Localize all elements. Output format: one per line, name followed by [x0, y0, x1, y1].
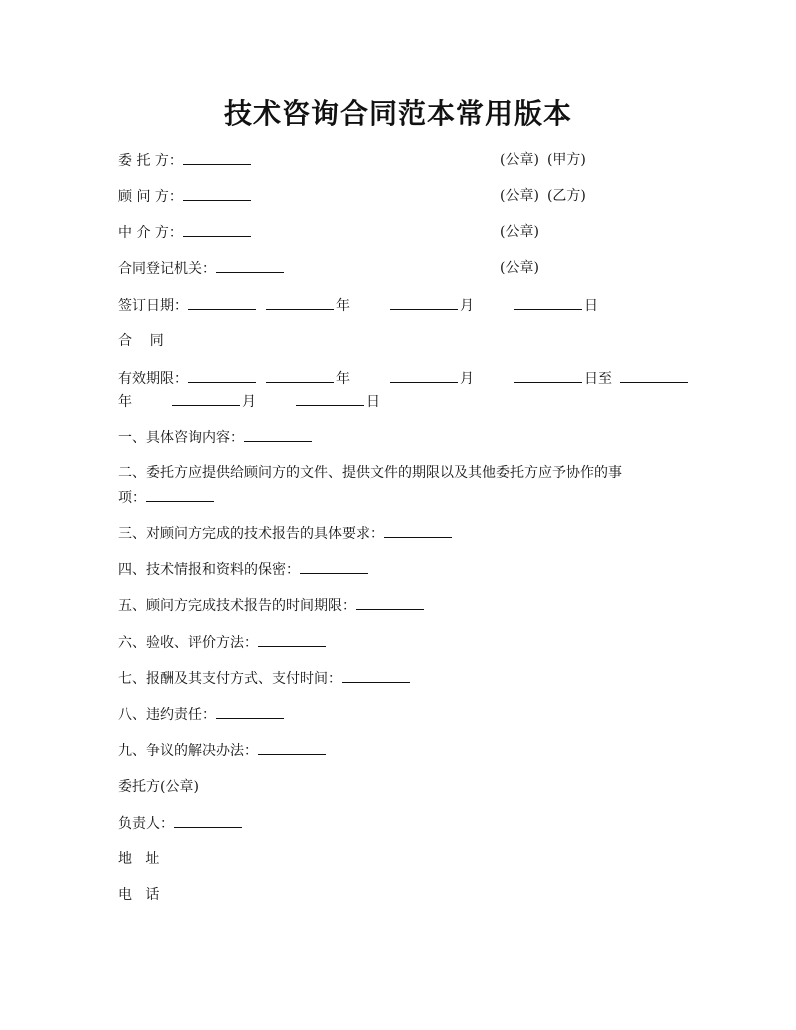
- clause-4: [118, 559, 370, 579]
- clause-6-blank[interactable]: [258, 632, 326, 647]
- validity-line-2: [118, 391, 380, 411]
- clause-1-blank[interactable]: [244, 427, 312, 442]
- sign-date-year-blank[interactable]: [266, 295, 334, 310]
- clause-9-blank[interactable]: [258, 740, 326, 755]
- clause-7-blank[interactable]: [342, 668, 410, 683]
- clause-2-text: 二、委托方应提供给顾问方的文件、提供文件的期限以及其他委托方应予协作的事: [118, 465, 622, 481]
- validity-day2: 日: [366, 394, 380, 410]
- consultant-line: [118, 186, 253, 206]
- validity-year2: 年: [118, 394, 132, 410]
- client-seal-signature: 委托方(公章): [118, 779, 199, 795]
- responsible-blank[interactable]: [174, 813, 242, 828]
- sign-date-month: 月: [460, 298, 474, 314]
- client-label: 委 托 方：: [118, 153, 183, 169]
- validity-year: 年: [336, 371, 350, 387]
- intermediary-label: 中 介 方：: [118, 225, 183, 241]
- clause-2-text-cont: 项：: [118, 490, 146, 506]
- contract-word: 合 同: [118, 333, 164, 349]
- sign-date-year: 年: [336, 298, 350, 314]
- clause-2-blank[interactable]: [146, 487, 214, 502]
- validity-blank-1[interactable]: [188, 368, 256, 383]
- phone-label: 电 话: [118, 887, 160, 903]
- clause-3-blank[interactable]: [384, 523, 452, 538]
- clause-2-line-1: [118, 463, 622, 483]
- validity-line-1: [118, 368, 690, 388]
- intermediary-blank[interactable]: [183, 222, 251, 237]
- consultant-seal: (公章): [500, 188, 539, 204]
- validity-end-blank[interactable]: [620, 368, 688, 383]
- validity-month: 月: [460, 371, 474, 387]
- registry-seal: (公章): [500, 260, 539, 276]
- consultant-blank[interactable]: [183, 186, 251, 201]
- validity-day-to: 日至: [584, 371, 612, 387]
- clause-4-text: 四、技术情报和资料的保密：: [118, 562, 300, 578]
- clause-7-text: 七、报酬及其支付方式、支付时间：: [118, 671, 342, 687]
- clause-8: [118, 704, 286, 724]
- clause-5: [118, 595, 426, 615]
- address-label: 地 址: [118, 851, 160, 867]
- clause-5-text: 五、顾问方完成技术报告的时间期限：: [118, 598, 356, 614]
- consultant-seal-line: [500, 186, 586, 206]
- sign-date-label: 签订日期：: [118, 298, 188, 314]
- validity-month2-blank[interactable]: [172, 391, 240, 406]
- clause-9: [118, 740, 328, 760]
- validity-month2: 月: [242, 394, 256, 410]
- validity-day-blank[interactable]: [514, 368, 582, 383]
- registry-line: [118, 258, 286, 278]
- clause-8-text: 八、违约责任：: [118, 707, 216, 723]
- validity-month-blank[interactable]: [390, 368, 458, 383]
- registry-blank[interactable]: [216, 258, 284, 273]
- clause-2-line-2: [118, 487, 216, 507]
- registry-label: 合同登记机关：: [118, 261, 216, 277]
- clause-3: [118, 523, 454, 543]
- validity-day2-blank[interactable]: [296, 391, 364, 406]
- clause-6-text: 六、验收、评价方法：: [118, 635, 258, 651]
- consultant-role: (乙方): [546, 188, 586, 204]
- client-blank[interactable]: [183, 150, 251, 165]
- sign-date-day: 日: [584, 298, 598, 314]
- responsible-line: [118, 813, 244, 833]
- clause-6: [118, 632, 328, 652]
- clause-8-blank[interactable]: [216, 704, 284, 719]
- document-title: 技术咨询合同范本常用版本: [223, 97, 572, 130]
- client-role: (甲方): [546, 152, 586, 168]
- sign-date-blank-1[interactable]: [188, 295, 256, 310]
- validity-year-blank[interactable]: [266, 368, 334, 383]
- client-line: [118, 150, 253, 170]
- intermediary-seal-line: [500, 222, 539, 242]
- intermediary-seal: (公章): [500, 224, 539, 240]
- clause-3-text: 三、对顾问方完成的技术报告的具体要求：: [118, 526, 384, 542]
- clause-1: [118, 427, 314, 447]
- client-seal-line: [500, 150, 586, 170]
- registry-seal-line: [500, 258, 539, 278]
- clause-5-blank[interactable]: [356, 595, 424, 610]
- sign-date-month-blank[interactable]: [390, 295, 458, 310]
- clause-7: [118, 668, 412, 688]
- clause-9-text: 九、争议的解决办法：: [118, 743, 258, 759]
- sign-date-day-blank[interactable]: [514, 295, 582, 310]
- clause-4-blank[interactable]: [300, 559, 368, 574]
- sign-date-line: [118, 295, 598, 315]
- clause-1-text: 一、具体咨询内容：: [118, 430, 244, 446]
- consultant-label: 顾 问 方：: [118, 189, 183, 205]
- responsible-label: 负责人：: [118, 816, 174, 832]
- validity-label: 有效期限：: [118, 371, 188, 387]
- intermediary-line: [118, 222, 253, 242]
- client-seal: (公章): [500, 152, 539, 168]
